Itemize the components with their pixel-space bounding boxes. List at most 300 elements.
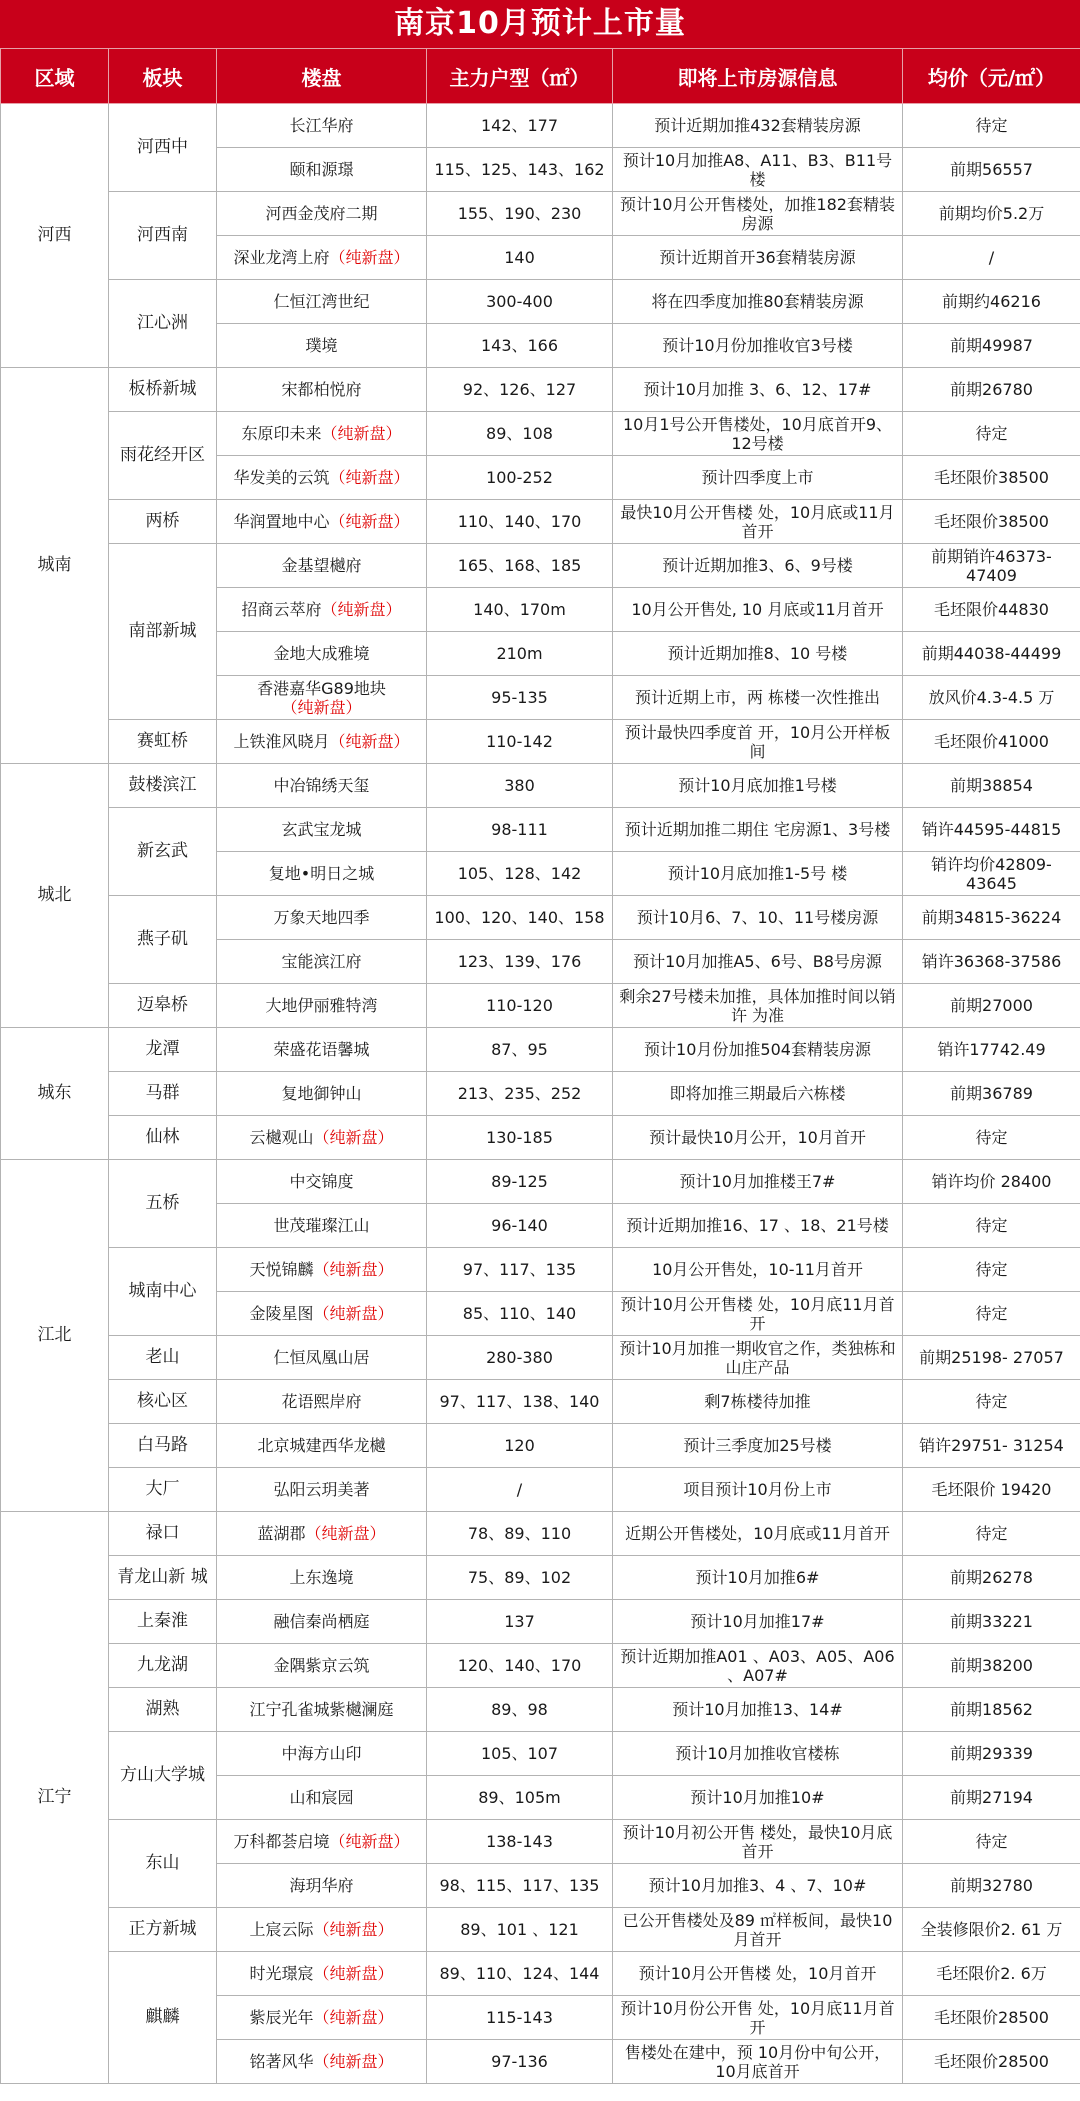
listing-info-cell: 预计近期加推432套精装房源 [613, 104, 903, 148]
avg-price-cell: 待定 [903, 1380, 1080, 1424]
avg-price-cell: 前期销许46373- 47409 [903, 544, 1080, 588]
avg-price-cell: 前期29339 [903, 1732, 1080, 1776]
unit-size-cell: 115-143 [427, 1996, 613, 2040]
listing-info-cell: 预计10月公开售楼 处，10月首开 [613, 1952, 903, 1996]
unit-size-cell: 100-252 [427, 456, 613, 500]
avg-price-cell: 毛坯限价2. 6万 [903, 1952, 1080, 1996]
table-row [1, 1732, 1080, 1776]
avg-price-cell: 待定 [903, 1292, 1080, 1336]
avg-price-cell: 待定 [903, 1204, 1080, 1248]
avg-price-cell: 前期38854 [903, 764, 1080, 808]
block-cell: 马群 [109, 1072, 217, 1116]
table-row [1, 896, 1080, 940]
project-name: 华发美的云筑 [233, 468, 330, 487]
project-name: 璞境 [305, 336, 338, 355]
project-cell [217, 1160, 427, 1204]
table-row [1, 1468, 1080, 1512]
new-project-tag: （纯新盘） [313, 1304, 394, 1323]
table-row [1, 412, 1080, 456]
unit-size-cell: 85、110、140 [427, 1292, 613, 1336]
project-name: 金陵星图 [249, 1304, 314, 1323]
table-row [1, 984, 1080, 1028]
project-cell [217, 720, 427, 764]
listing-info-cell: 预计近期加推3、6、9号楼 [613, 544, 903, 588]
new-project-tag: （纯新盘） [313, 1128, 394, 1147]
avg-price-cell: 待定 [903, 412, 1080, 456]
project-name: 招商云萃府 [241, 600, 322, 619]
unit-size-cell: 95-135 [427, 676, 613, 720]
avg-price-cell: 销许均价 28400 [903, 1160, 1080, 1204]
project-name: 香港嘉华G89地块 [257, 678, 386, 698]
listing-info-cell: 剩7栋楼待加推 [613, 1380, 903, 1424]
project-name: 宝能滨江府 [281, 952, 362, 971]
block-cell: 东山 [109, 1820, 217, 1908]
unit-size-cell: 89、101 、121 [427, 1908, 613, 1952]
project-cell [217, 324, 427, 368]
block-cell: 迈皋桥 [109, 984, 217, 1028]
avg-price-cell: 前期18562 [903, 1688, 1080, 1732]
project-cell [217, 1204, 427, 1248]
project-cell [217, 588, 427, 632]
avg-price-cell: 销许29751- 31254 [903, 1424, 1080, 1468]
avg-price-cell: 全装修限价2. 61 万 [903, 1908, 1080, 1952]
table-row [1, 1072, 1080, 1116]
project-cell [217, 192, 427, 236]
block-cell: 湖熟 [109, 1688, 217, 1732]
project-cell [217, 1996, 427, 2040]
project-cell [217, 456, 427, 500]
unit-size-cell: 120、140、170 [427, 1644, 613, 1688]
new-project-tag: （纯新盘） [313, 2052, 394, 2071]
project-cell [217, 1512, 427, 1556]
project-cell [217, 280, 427, 324]
table-row [1, 1424, 1080, 1468]
project-name: 仁恒江湾世纪 [273, 292, 370, 311]
new-project-tag: （纯新盘） [305, 1524, 386, 1543]
project-name: 长江华府 [289, 116, 354, 135]
block-cell: 老山 [109, 1336, 217, 1380]
avg-price-cell: 待定 [903, 1116, 1080, 1160]
listing-info-cell: 预计三季度加25号楼 [613, 1424, 903, 1468]
unit-size-cell: 300-400 [427, 280, 613, 324]
project-name: 山和宸园 [289, 1788, 354, 1807]
table-row [1, 544, 1080, 588]
table-row [1, 368, 1080, 412]
table-row [1, 1248, 1080, 1292]
block-cell: 大厂 [109, 1468, 217, 1512]
listing-info-cell: 近期公开售楼处，10月底或11月首开 [613, 1512, 903, 1556]
block-cell: 九龙湖 [109, 1644, 217, 1688]
header-unit-size: 主力户型（㎡） [427, 49, 613, 104]
block-cell: 城南中心 [109, 1248, 217, 1336]
page-title: 南京10月预计上市量 [0, 0, 1080, 48]
unit-size-cell: 87、95 [427, 1028, 613, 1072]
project-cell [217, 1908, 427, 1952]
listing-table [0, 48, 1080, 2084]
header-district: 区域 [1, 49, 109, 104]
avg-price-cell: 前期49987 [903, 324, 1080, 368]
new-project-tag: （纯新盘） [313, 1964, 394, 1983]
block-cell: 雨花经开区 [109, 412, 217, 500]
project-name: 复地御钟山 [281, 1084, 362, 1103]
listing-info-cell: 预计10月加推A5、6号、B8号房源 [613, 940, 903, 984]
table-row [1, 192, 1080, 236]
unit-size-cell: 97-136 [427, 2040, 613, 2084]
project-cell [217, 940, 427, 984]
block-cell: 河西南 [109, 192, 217, 280]
unit-size-cell: 210m [427, 632, 613, 676]
unit-size-cell: 96-140 [427, 1204, 613, 1248]
project-cell [217, 852, 427, 896]
avg-price-cell: 前期25198- 27057 [903, 1336, 1080, 1380]
avg-price-cell: 毛坯限价44830 [903, 588, 1080, 632]
project-name: 华润置地中心 [233, 512, 330, 531]
unit-size-cell: 142、177 [427, 104, 613, 148]
table-row [1, 280, 1080, 324]
project-name: 铭著风华 [249, 2052, 314, 2071]
avg-price-cell: 前期26278 [903, 1556, 1080, 1600]
district-cell: 河西 [1, 104, 109, 368]
listing-info-cell: 预计10月份加推504套精装房源 [613, 1028, 903, 1072]
listing-info-cell: 剩余27号楼未加推，具体加推时间以销许 为准 [613, 984, 903, 1028]
block-cell: 上秦淮 [109, 1600, 217, 1644]
listing-info-cell: 预计最快10月公开，10月首开 [613, 1116, 903, 1160]
project-cell [217, 1072, 427, 1116]
unit-size-cell: 143、166 [427, 324, 613, 368]
project-name: 万象天地四季 [273, 908, 370, 927]
district-cell: 江北 [1, 1160, 109, 1512]
avg-price-cell: 毛坯限价 19420 [903, 1468, 1080, 1512]
project-name: 北京城建西华龙樾 [257, 1436, 386, 1455]
listing-info-cell: 预计10月加推收官楼栋 [613, 1732, 903, 1776]
unit-size-cell: 100、120、140、158 [427, 896, 613, 940]
avg-price-cell: 前期均价5.2万 [903, 192, 1080, 236]
listing-info-cell: 10月公开售处, 10 月底或11月首开 [613, 588, 903, 632]
project-name: 天悦锦麟 [249, 1260, 314, 1279]
project-cell [217, 1292, 427, 1336]
table-row [1, 500, 1080, 544]
project-name: 万科都荟启境 [233, 1832, 330, 1851]
unit-size-cell: 140 [427, 236, 613, 280]
project-cell [217, 1556, 427, 1600]
project-cell [217, 104, 427, 148]
table-row [1, 720, 1080, 764]
listing-info-cell: 预计近期加推8、10 号楼 [613, 632, 903, 676]
listing-info-cell: 预计10月加推17# [613, 1600, 903, 1644]
project-cell [217, 1336, 427, 1380]
project-name: 东原印未来 [241, 424, 322, 443]
district-cell: 城南 [1, 368, 109, 764]
unit-size-cell: / [427, 1468, 613, 1512]
block-cell: 南部新城 [109, 544, 217, 720]
block-cell: 核心区 [109, 1380, 217, 1424]
table-row [1, 1952, 1080, 1996]
listing-info-cell: 预计10月加推楼王7# [613, 1160, 903, 1204]
listing-info-cell: 预计10月公开售楼处，加推182套精装房源 [613, 192, 903, 236]
unit-size-cell: 115、125、143、162 [427, 148, 613, 192]
avg-price-cell: 毛坯限价28500 [903, 1996, 1080, 2040]
project-name: 蓝湖郡 [257, 1524, 306, 1543]
unit-size-cell: 110、140、170 [427, 500, 613, 544]
listing-info-cell: 预计10月初公开售 楼处，最快10月底首开 [613, 1820, 903, 1864]
listing-info-cell: 10月公开售处，10-11月首开 [613, 1248, 903, 1292]
project-cell [217, 544, 427, 588]
header-block: 板块 [109, 49, 217, 104]
unit-size-cell: 89、108 [427, 412, 613, 456]
avg-price-cell: 销许36368-37586 [903, 940, 1080, 984]
listing-info-cell: 售楼处在建中，预 10月份中旬公开，10月底首开 [613, 2040, 903, 2084]
unit-size-cell: 78、89、110 [427, 1512, 613, 1556]
project-cell [217, 1776, 427, 1820]
unit-size-cell: 110-120 [427, 984, 613, 1028]
project-cell [217, 148, 427, 192]
new-project-tag: （纯新盘） [313, 1260, 394, 1279]
project-name: 上宸云际 [249, 1920, 314, 1939]
project-name: 江宁孔雀城紫樾澜庭 [249, 1700, 394, 1719]
avg-price-cell: 前期33221 [903, 1600, 1080, 1644]
listing-info-cell: 预计10月加推13、14# [613, 1688, 903, 1732]
block-cell: 新玄武 [109, 808, 217, 896]
block-cell: 燕子矶 [109, 896, 217, 984]
project-cell [217, 1116, 427, 1160]
project-cell [217, 896, 427, 940]
block-cell: 河西中 [109, 104, 217, 192]
project-name: 金基望樾府 [281, 556, 362, 575]
project-name: 中海方山印 [281, 1744, 362, 1763]
project-cell [217, 764, 427, 808]
header-row [1, 49, 1080, 104]
avg-price-cell: 待定 [903, 1248, 1080, 1292]
project-cell [217, 236, 427, 280]
avg-price-cell: 待定 [903, 1512, 1080, 1556]
table-row [1, 1160, 1080, 1204]
block-cell: 白马路 [109, 1424, 217, 1468]
unit-size-cell: 213、235、252 [427, 1072, 613, 1116]
project-name: 深业龙湾上府 [233, 248, 330, 267]
avg-price-cell: 待定 [903, 1820, 1080, 1864]
listing-info-cell: 预计最快四季度首 开，10月公开样板 间 [613, 720, 903, 764]
avg-price-cell: 前期约46216 [903, 280, 1080, 324]
unit-size-cell: 120 [427, 1424, 613, 1468]
listing-info-cell: 预计10月加推6# [613, 1556, 903, 1600]
project-cell [217, 1600, 427, 1644]
listing-info-cell: 预计近期加推A01 、A03、A05、A06 、A07# [613, 1644, 903, 1688]
district-cell: 城东 [1, 1028, 109, 1160]
listing-info-cell: 预计10月加推一期收官之作，类独栋和山庄产品 [613, 1336, 903, 1380]
table-body [1, 104, 1080, 2084]
unit-size-cell: 92、126、127 [427, 368, 613, 412]
project-cell [217, 808, 427, 852]
table-row [1, 764, 1080, 808]
unit-size-cell: 138-143 [427, 1820, 613, 1864]
table-row [1, 104, 1080, 148]
block-cell: 江心洲 [109, 280, 217, 368]
new-project-tag: （纯新盘） [281, 697, 362, 717]
block-cell: 龙潭 [109, 1028, 217, 1072]
block-cell: 麒麟 [109, 1952, 217, 2084]
avg-price-cell: 前期34815-36224 [903, 896, 1080, 940]
unit-size-cell: 165、168、185 [427, 544, 613, 588]
project-name: 花语熙岸府 [281, 1392, 362, 1411]
avg-price-cell: 待定 [903, 104, 1080, 148]
block-cell: 青龙山新 城 [109, 1556, 217, 1600]
unit-size-cell: 140、170m [427, 588, 613, 632]
avg-price-cell: 前期56557 [903, 148, 1080, 192]
project-name: 复地•明日之城 [268, 864, 375, 883]
listing-info-cell: 预计10月6、7、10、11号楼房源 [613, 896, 903, 940]
project-cell [217, 1864, 427, 1908]
listing-info-cell: 即将加推三期最后六栋楼 [613, 1072, 903, 1116]
avg-price-cell: 前期32780 [903, 1864, 1080, 1908]
project-name: 紫辰光年 [249, 2008, 314, 2027]
listing-info-cell: 预计10月份加推收官3号楼 [613, 324, 903, 368]
new-project-tag: （纯新盘） [321, 600, 402, 619]
unit-size-cell: 98-111 [427, 808, 613, 852]
project-cell [217, 368, 427, 412]
listing-info-cell: 预计10月公开售楼 处，10月底11月首开 [613, 1292, 903, 1336]
project-cell [217, 1732, 427, 1776]
district-cell: 城北 [1, 764, 109, 1028]
project-name: 仁恒凤凰山居 [273, 1348, 370, 1367]
project-cell [217, 1820, 427, 1864]
project-name: 荣盛花语馨城 [273, 1040, 370, 1059]
table-row [1, 1688, 1080, 1732]
unit-size-cell: 380 [427, 764, 613, 808]
district-cell: 江宁 [1, 1512, 109, 2084]
block-cell: 板桥新城 [109, 368, 217, 412]
avg-price-cell: 前期27000 [903, 984, 1080, 1028]
unit-size-cell: 123、139、176 [427, 940, 613, 984]
unit-size-cell: 110-142 [427, 720, 613, 764]
new-project-tag: （纯新盘） [313, 1920, 394, 1939]
unit-size-cell: 97、117、138、140 [427, 1380, 613, 1424]
avg-price-cell: 毛坯限价41000 [903, 720, 1080, 764]
new-project-tag: （纯新盘） [329, 468, 410, 487]
table-row [1, 1028, 1080, 1072]
listing-info-cell: 预计10月底加推1号楼 [613, 764, 903, 808]
avg-price-cell: 销许17742.49 [903, 1028, 1080, 1072]
project-name: 中冶锦绣天玺 [273, 776, 370, 795]
header-project: 楼盘 [217, 49, 427, 104]
listing-info-cell: 预计近期加推二期住 宅房源1、3号楼 [613, 808, 903, 852]
block-cell: 赛虹桥 [109, 720, 217, 764]
listing-info-cell: 预计10月加推10# [613, 1776, 903, 1820]
new-project-tag: （纯新盘） [313, 2008, 394, 2027]
header-listing-info: 即将上市房源信息 [613, 49, 903, 104]
unit-size-cell: 105、107 [427, 1732, 613, 1776]
listing-info-cell: 10月1号公开售楼处，10月底首开9、12号楼 [613, 412, 903, 456]
block-cell: 方山大学城 [109, 1732, 217, 1820]
avg-price-cell: 毛坯限价38500 [903, 456, 1080, 500]
listing-info-cell: 预计10月加推 3、6、12、17# [613, 368, 903, 412]
project-name: 时光璟宸 [249, 1964, 314, 1983]
avg-price-cell: 前期36789 [903, 1072, 1080, 1116]
listing-info-cell: 预计近期首开36套精装房源 [613, 236, 903, 280]
table-row [1, 1336, 1080, 1380]
project-cell [217, 984, 427, 1028]
project-name: 金隅紫京云筑 [273, 1656, 370, 1675]
table-row [1, 1600, 1080, 1644]
unit-size-cell: 89、110、124、144 [427, 1952, 613, 1996]
listing-info-cell: 已公开售楼处及89 ㎡样板间，最快10月首开 [613, 1908, 903, 1952]
project-cell [217, 500, 427, 544]
block-cell: 两桥 [109, 500, 217, 544]
unit-size-cell: 97、117、135 [427, 1248, 613, 1292]
listing-info-cell: 项目预计10月份上市 [613, 1468, 903, 1512]
unit-size-cell: 280-380 [427, 1336, 613, 1380]
unit-size-cell: 89、98 [427, 1688, 613, 1732]
project-cell [217, 1688, 427, 1732]
unit-size-cell: 75、89、102 [427, 1556, 613, 1600]
avg-price-cell: 毛坯限价38500 [903, 500, 1080, 544]
header-avg-price: 均价（元/㎡） [903, 49, 1080, 104]
project-name: 大地伊丽雅特湾 [265, 996, 378, 1015]
project-cell [217, 1028, 427, 1072]
project-name: 玄武宝龙城 [281, 820, 362, 839]
project-name: 云樾观山 [249, 1128, 314, 1147]
project-name: 海玥华府 [289, 1876, 354, 1895]
listing-info-cell: 将在四季度加推80套精装房源 [613, 280, 903, 324]
block-cell: 五桥 [109, 1160, 217, 1248]
project-cell [217, 1644, 427, 1688]
avg-price-cell: 毛坯限价28500 [903, 2040, 1080, 2084]
project-cell [217, 2040, 427, 2084]
unit-size-cell: 137 [427, 1600, 613, 1644]
new-project-tag: （纯新盘） [329, 732, 410, 751]
project-name: 河西金茂府二期 [265, 204, 378, 223]
new-project-tag: （纯新盘） [329, 1832, 410, 1851]
listing-info-cell: 预计10月加推A8、A11、B3、B11号楼 [613, 148, 903, 192]
project-name: 弘阳云玥美著 [273, 1480, 370, 1499]
avg-price-cell: 前期44038-44499 [903, 632, 1080, 676]
avg-price-cell: 前期27194 [903, 1776, 1080, 1820]
listing-info-cell: 预计10月底加推1-5号 楼 [613, 852, 903, 896]
new-project-tag: （纯新盘） [321, 424, 402, 443]
listing-info-cell: 预计10月份公开售 处，10月底11月首开 [613, 1996, 903, 2040]
table-row [1, 1512, 1080, 1556]
new-project-tag: （纯新盘） [329, 248, 410, 267]
unit-size-cell: 105、128、142 [427, 852, 613, 896]
block-cell: 仙林 [109, 1116, 217, 1160]
avg-price-cell: 前期38200 [903, 1644, 1080, 1688]
unit-size-cell: 89、105m [427, 1776, 613, 1820]
listing-info-cell: 预计四季度上市 [613, 456, 903, 500]
unit-size-cell: 155、190、230 [427, 192, 613, 236]
new-project-tag: （纯新盘） [329, 512, 410, 531]
unit-size-cell: 89-125 [427, 1160, 613, 1204]
avg-price-cell: 销许均价42809-43645 [903, 852, 1080, 896]
listing-info-cell: 预计近期加推16、17 、18、21号楼 [613, 1204, 903, 1248]
listing-info-cell: 最快10月公开售楼 处，10月底或11月首开 [613, 500, 903, 544]
unit-size-cell: 130-185 [427, 1116, 613, 1160]
project-cell [217, 676, 427, 720]
project-name: 金地大成雅境 [273, 644, 370, 663]
table-row [1, 1116, 1080, 1160]
listing-info-cell: 预计10月加推3、4 、7、10# [613, 1864, 903, 1908]
project-name: 上东逸境 [289, 1568, 354, 1587]
table-row [1, 1820, 1080, 1864]
table-row [1, 1908, 1080, 1952]
project-cell [217, 412, 427, 456]
listing-info-cell: 预计近期上市，两 栋楼一次性推出 [613, 676, 903, 720]
project-name: 颐和源璟 [289, 160, 354, 179]
project-name: 融信秦尚栖庭 [273, 1612, 370, 1631]
project-cell [217, 1248, 427, 1292]
project-name: 宋都柏悦府 [281, 380, 362, 399]
table-row [1, 1644, 1080, 1688]
project-cell [217, 632, 427, 676]
project-cell [217, 1952, 427, 1996]
